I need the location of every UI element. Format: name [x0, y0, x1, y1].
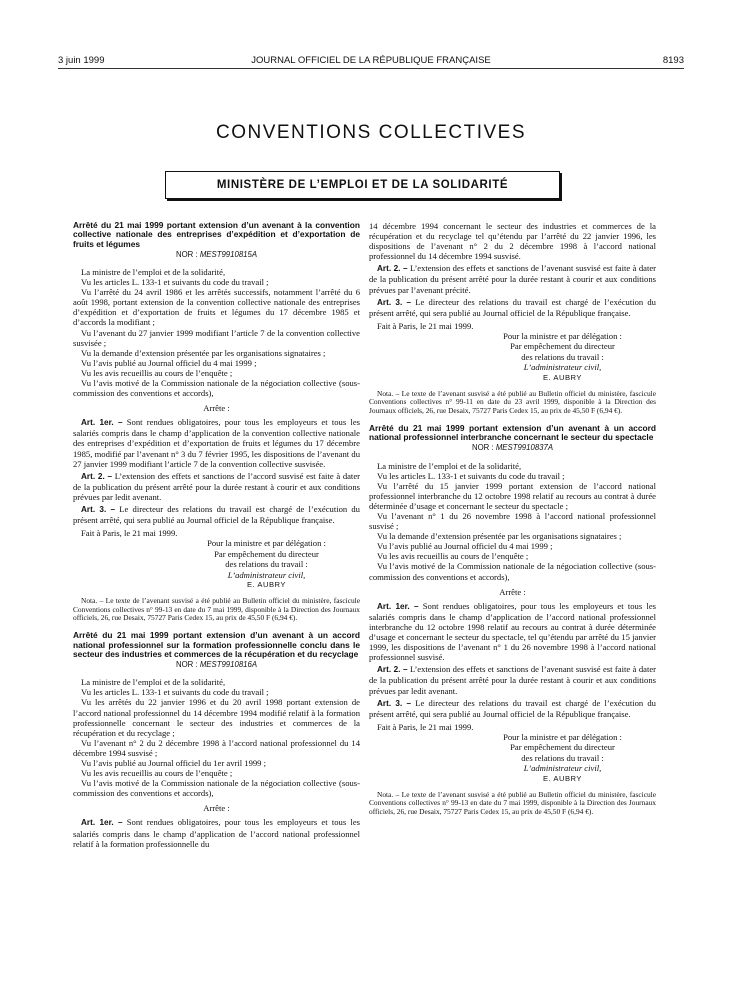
nor-label: NOR : — [471, 443, 494, 453]
nor-label: NOR : — [175, 660, 198, 670]
paragraph: Vu l’avis motivé de la Commission nationale de la négociation collective (sous-commission des conventions et accords), — [73, 778, 360, 799]
paragraph: La ministre de l’emploi et de la solidarité, — [81, 266, 226, 277]
paragraph: Vu l’avenant n° 2 du 2 décembre 1998 à l’accord national professionnel du 14 décembre 1994 susvisé ; — [73, 737, 360, 758]
paragraph: Vu l’avenant du 27 janvier 1999 modifiant l’article 7 de la convention collective susvisée ; — [73, 327, 360, 348]
signature-line: des relations du travail : — [521, 752, 604, 763]
signature-line: L’administrateur civil, — [227, 569, 306, 580]
header-rule — [58, 68, 684, 69]
article-label: Art. 1er. – — [81, 818, 123, 828]
left-column — [73, 221, 360, 849]
article-3 — [73, 504, 360, 525]
paragraph: Vu l’avenant n° 1 du 26 novembre 1998 à l’accord national professionnel susvisé ; — [369, 511, 656, 532]
article-text: L’extension des effets et sanctions de l’avenant susvisé est faite à dater de la publication du présent arrêté pour la durée restant à courir et aux conditions prévues par l’avenant précité. — [369, 263, 657, 295]
section-title: CONVENTIONS COLLECTIVES — [215, 122, 527, 143]
article-label: Art. 1er. – — [377, 601, 419, 611]
article-text: Le directeur des relations du travail est chargé de l’exécution du présent arrêté, qui sera publié au Journal officiel de la République française. — [369, 296, 656, 318]
paragraph: Vu l’avis motivé de la Commission nationale de la négociation collective (sous-commission des conventions et accords), — [73, 378, 360, 399]
running-header — [58, 55, 684, 69]
page-number: 8193 — [662, 55, 684, 66]
article-label: Art. 3. – — [377, 698, 412, 708]
paragraph: Vu la demande d’extension présentée par les organisations signataires ; — [81, 347, 326, 358]
signature-line: Par empêchement du directeur — [510, 341, 615, 352]
signature-line: L’administrateur civil, — [523, 763, 602, 774]
signing-place-date: Fait à Paris, le 21 mai 1999. — [377, 320, 474, 331]
paragraph: Vu les avis recueillis au cours de l’enquête ; — [81, 367, 233, 378]
paragraph: Vu les articles L. 133-1 et suivants du code du travail ; — [377, 470, 565, 481]
article-label: Art. 2. – — [377, 264, 408, 274]
article-1 — [369, 601, 656, 663]
paragraph: Vu l’avis publié au Journal officiel du 4 mai 1999 ; — [81, 357, 257, 368]
article-label: Art. 1er. – — [81, 418, 123, 428]
article-text: Sont rendues obligatoires, pour tous les employeurs et tous les salariés compris dans le champ d’application de la convention collective nationale des entreprises d’expédition et d’exportation de fruits et légumes du 17 décembre 1985, modifié par l’avenant n° 3 du 7 février 1995, les dispositions de l’avenant du 27 janvier 1999 modifiant l’article 7 de la convention collective susvisée. — [73, 417, 360, 469]
arrete-label: Arrête : — [499, 586, 526, 597]
paragraph: Vu l’avis motivé de la Commission nationale de la négociation collective (sous-commission des conventions et accords), — [369, 561, 656, 582]
arrete-title: Arrêté du 21 mai 1999 portant extension d’un avenant à la convention collective nationale des entreprises d’expédition et d’exportation de fruits et légumes — [73, 220, 360, 249]
issue-date: 3 juin 1999 — [58, 55, 105, 66]
paragraph: Vu l’avis publié au Journal officiel du 1er avril 1999 ; — [81, 757, 267, 768]
nor-code: MEST9910815A — [199, 249, 258, 259]
signatory-name: E. AUBRY — [247, 579, 286, 589]
arrete-label: Arrête : — [203, 403, 230, 414]
article-text: Le directeur des relations du travail est chargé de l’exécution du présent arrêté, qui sera publié au Journal officiel de la République française. — [369, 697, 656, 719]
signature-block — [369, 732, 656, 784]
paragraph: Vu les avis recueillis au cours de l’enquête ; — [81, 768, 233, 779]
arrete-title: Arrêté du 21 mai 1999 portant extension d’un avenant à un accord national professionnel sur la formation professionnelle conclu dans le secteur des industries et commerces de la récupération et du recyclage — [73, 630, 360, 659]
nor-code: MEST9910837A — [495, 443, 554, 453]
article-2 — [369, 664, 656, 695]
article-label: Art. 2. – — [81, 471, 113, 481]
signature-line: Pour la ministre et par délégation : — [503, 731, 622, 742]
paragraph: 14 décembre 1994 concernant le secteur des industries et commerces de la récupération et du recyclage tel qu’étendu par l’arrêté du 22 janvier 1996, les dispositions de l’avenant n° 2 du 2 décembre 1998 à l’accord national professionnel du 14 décembre 1994 susvisé. — [369, 221, 656, 262]
article-text: L’extension des effets et sanctions de l’avenant susvisé est faite à dater de la publication du présent arrêté pour la durée restant à courir et aux conditions prévues par ledit avenant. — [369, 664, 657, 696]
signature-line: L’administrateur civil, — [523, 362, 602, 373]
article-text: Le directeur des relations du travail est chargé de l’exécution du présent arrêté, qui sera publié au Journal officiel de la République française. — [73, 504, 360, 526]
signature-line: des relations du travail : — [521, 351, 604, 362]
nor-reference — [73, 250, 360, 260]
signature-block — [369, 331, 656, 383]
nota: Nota. – Le texte de l’avenant susvisé a été publié au Bulletin officiel du ministère, fascicule Conventions collectives n° 99-13 en date du 7 mai 1999, disponible à la Direction des Journaux officiels, 26, rue Desaix, 75727 Paris Cedex 15, au prix de 45,50 F (6,94 €). — [73, 596, 360, 622]
nor-code: MEST9910816A — [199, 660, 258, 670]
paragraph: Vu les arrêtés du 22 janvier 1996 et du 20 avril 1998 portant extension de l’accord national professionnel du 14 décembre 1994 modifié relatif à la formation professionnelle concernant le secteur des industries et commerces de la récupération et du recyclage ; — [73, 697, 360, 738]
signing-place-date: Fait à Paris, le 21 mai 1999. — [377, 721, 474, 732]
arrete-title: Arrêté du 21 mai 1999 portant extension d’un avenant à un accord national professionnel interbranche concernant le secteur du spectacle — [369, 422, 656, 443]
signature-line: Pour la ministre et par délégation : — [207, 538, 326, 549]
article-1 — [73, 817, 360, 848]
signatory-name: E. AUBRY — [543, 773, 582, 783]
nota: Nota. – Le texte de l’avenant susvisé a été publié au Bulletin officiel du ministère, fascicule Conventions collectives n° 99-13 en date du 7 mai 1999, disponible à la Direction des Journaux officiels, 26, rue Desaix, 75727 Paris Cedex 15, au prix de 45,50 F (6,94 €). — [369, 789, 656, 816]
signing-place-date: Fait à Paris, le 21 mai 1999. — [81, 528, 178, 539]
paragraph: Vu les articles L. 133-1 et suivants du code du travail ; — [81, 277, 269, 288]
signature-line: Par empêchement du directeur — [214, 548, 319, 559]
article-1 — [73, 417, 360, 468]
article-2 — [369, 263, 656, 294]
article-3 — [369, 297, 656, 318]
article-label: Art. 3. – — [81, 505, 116, 515]
paragraph: Vu les articles L. 133-1 et suivants du code du travail ; — [81, 687, 269, 698]
paragraph: La ministre de l’emploi et de la solidarité, — [377, 460, 522, 471]
article-label: Art. 3. – — [377, 297, 412, 307]
nor-reference — [369, 443, 656, 453]
paragraph: Vu l’arrêté du 15 janvier 1999 portant extension de l’accord national professionnel interbranche du 12 octobre 1998 relatif au recours au contrat à durée déterminée d’usage et concernant le secteur du spectacle ; — [369, 480, 656, 511]
ministry-box: MINISTÈRE DE L’EMPLOI ET DE LA SOLIDARITÉ — [165, 171, 560, 199]
paragraph: Vu les avis recueillis au cours de l’enquête ; — [377, 551, 529, 562]
nor-label: NOR : — [175, 249, 198, 259]
article-label: Art. 2. – — [377, 665, 408, 675]
article-text: Sont rendues obligatoires, pour tous les employeurs et tous les salariés compris dans le champ d’application de l’accord national professionnel relatif à la formation professionnelle du — [73, 817, 360, 849]
paragraph: Vu l’arrêté du 24 avril 1986 et les arrêtés successifs, notamment l’arrêté du 6 août 1998, portant extension de la convention collective nationale des entreprises d’expédition et d’exportation de fruits et légumes du 17 décembre 1985 et d’accords la modifiant ; — [73, 287, 360, 328]
journal-title: JOURNAL OFFICIEL DE LA RÉPUBLIQUE FRANÇAISE — [251, 55, 491, 66]
signature-line: Par empêchement du directeur — [510, 742, 615, 753]
article-text: L’extension des effets et sanctions de l’accord susvisé est faite à dater de la publication du présent arrêté pour la durée restant à courir et aux conditions prévues par ledit avenant. — [73, 470, 360, 502]
article-text: Sont rendues obligatoires, pour tous les employeurs et tous les salariés compris dans le champ d’application de l’accord national professionnel interbranche du 12 octobre 1998 relatif au recours au contrat à durée déterminée d’usage et concernant le secteur du spectacle, tel qu’étendu par arrêté du 15 janvier 1999, les dispositions de l’avenant n° 1 du 26 novembre 1998 à l’accord national professionnel susvisé. — [369, 600, 656, 663]
paragraph: Vu l’avis publié au Journal officiel du 4 mai 1999 ; — [377, 541, 553, 552]
right-column — [369, 221, 656, 816]
nota: Nota. – Le texte de l’avenant susvisé a été publié au Bulletin officiel du ministère, fascicule Conventions collectives n° 99-11 en date du 23 avril 1999, disponible à la Direction des Journaux officiels, 26, rue Desaix, 75727 Paris Cedex 15, au prix de 45,50 F (6,94 €). — [369, 388, 656, 415]
arrete-label: Arrête : — [203, 803, 230, 814]
signature-line: des relations du travail : — [225, 559, 308, 570]
signature-line: Pour la ministre et par délégation : — [503, 330, 622, 341]
paragraph: La ministre de l’emploi et de la solidarité, — [81, 677, 226, 688]
signatory-name: E. AUBRY — [543, 372, 582, 382]
article-3 — [369, 698, 656, 719]
article-2 — [73, 471, 360, 502]
signature-block — [73, 538, 360, 590]
nor-reference — [73, 660, 360, 670]
paragraph: Vu la demande d’extension présentée par les organisations signataires ; — [377, 531, 622, 542]
